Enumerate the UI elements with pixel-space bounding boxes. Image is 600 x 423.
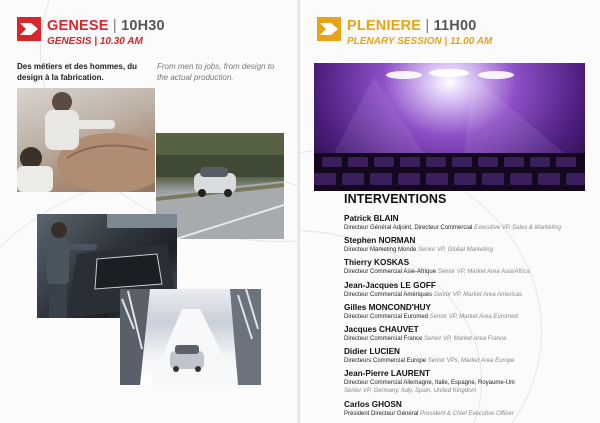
speaker-role-en: Senior VP, Global Marketing: [418, 247, 493, 254]
speaker-role-en: Senior VP, Market Area Asia/Africa: [437, 269, 530, 276]
pleniere-time: 11H00: [433, 18, 477, 34]
speaker-role-fr: Directeur Commercial Asie-Afrique: [344, 269, 437, 276]
speaker-role: [344, 224, 594, 232]
speaker-name: Thierry KOSKAS: [344, 258, 410, 268]
speaker-role-fr: Directeur Commercial France: [344, 335, 423, 342]
speaker-name: Jean-Pierre LAURENT: [344, 369, 430, 379]
intro-english: From men to jobs, from design to the actual production.: [157, 62, 275, 82]
clay-modelers-photo: [17, 88, 155, 192]
pleniere-logo-icon: [317, 17, 341, 41]
genese-title: [47, 18, 165, 34]
speaker-role-en: Senior VP, Market Area France: [424, 335, 507, 342]
pleniere-title-text: PLENIERE: [347, 18, 422, 34]
pleniere-subtitle: PLENARY SESSION | 11.00 AM: [347, 36, 493, 47]
speaker-role: [344, 246, 594, 254]
speaker-item: [344, 236, 594, 254]
speaker-name: Patrick BLAIN: [344, 214, 399, 223]
speaker-role-en: Senior VPs, Market Area Europe: [427, 358, 515, 365]
genese-logo-icon: [17, 17, 41, 41]
speaker-role: [344, 268, 594, 276]
speaker-role-en: President & Chief Executive Officer: [420, 410, 514, 417]
genese-time: 10H30: [121, 18, 165, 34]
speaker-item: [344, 369, 594, 395]
speaker-item: [344, 281, 594, 299]
genese-title-text: GENESE: [47, 18, 109, 34]
speaker-item: [344, 258, 594, 276]
speaker-role-en: Senior VP, Market Area Euromed: [429, 313, 518, 320]
speaker-name: Didier LUCIEN: [344, 347, 400, 357]
speaker-role: [344, 335, 594, 343]
speaker-item: [344, 303, 594, 321]
title-separator: |: [112, 18, 117, 34]
right-page: [300, 0, 600, 423]
speaker-role-en: Executive VP, Sales & Marketing: [474, 225, 561, 231]
speaker-role-fr: Directeur Commercial Amériques: [344, 291, 433, 298]
speaker-role-fr: Directeur Commercial Allemagne, Italie, Espagne, Royaume-Uni: [344, 380, 515, 387]
speaker-name: Gilles MONCOND'HUY: [344, 302, 432, 312]
speaker-role-en: Senior VP, Market Area Americas: [433, 291, 523, 298]
genese-subtitle: GENESIS | 10.30 AM: [47, 36, 143, 47]
speaker-item: [344, 347, 594, 365]
intro-french: Des métiers et des hommes, du design à la fabrication.: [17, 62, 138, 82]
speaker-list: [344, 214, 594, 422]
speaker-item: [344, 325, 594, 343]
speaker-name: Jacques CHAUVET: [344, 324, 419, 334]
speaker-role: [344, 291, 594, 299]
speaker-role: [344, 313, 594, 321]
speaker-role-en-line: [344, 387, 594, 395]
speaker-role-fr: Directeurs Commercial Europe: [344, 358, 427, 365]
speaker-name: Jean-Jacques LE GOFF: [344, 280, 436, 290]
pleniere-title: [347, 18, 477, 34]
speaker-role: [344, 357, 594, 365]
speaker-role-fr: Directeur Général Adjoint, Directeur Commercial: [344, 225, 473, 231]
speaker-role-fr: Directeur Commercial Euromed: [344, 313, 429, 320]
title-separator: |: [425, 18, 430, 34]
speaker-role-fr: Directeur Marketing Monde: [344, 247, 417, 254]
speaker-name: Carlos GHOSN: [344, 399, 402, 409]
speaker-name: Stephen NORMAN: [344, 236, 416, 246]
speaker-role-fr: Président Directeur Général: [344, 410, 419, 417]
auditorium-stage-photo: [314, 63, 585, 191]
car-snow-road-photo: [120, 289, 261, 385]
interventions-heading: INTERVENTIONS: [344, 192, 447, 206]
speaker-item: [344, 400, 594, 418]
speaker-role: [344, 410, 594, 418]
speaker-item: [344, 214, 594, 232]
speaker-role-en: Senior VP, Germany, Italy, Spain, United Kingdom: [344, 388, 477, 395]
